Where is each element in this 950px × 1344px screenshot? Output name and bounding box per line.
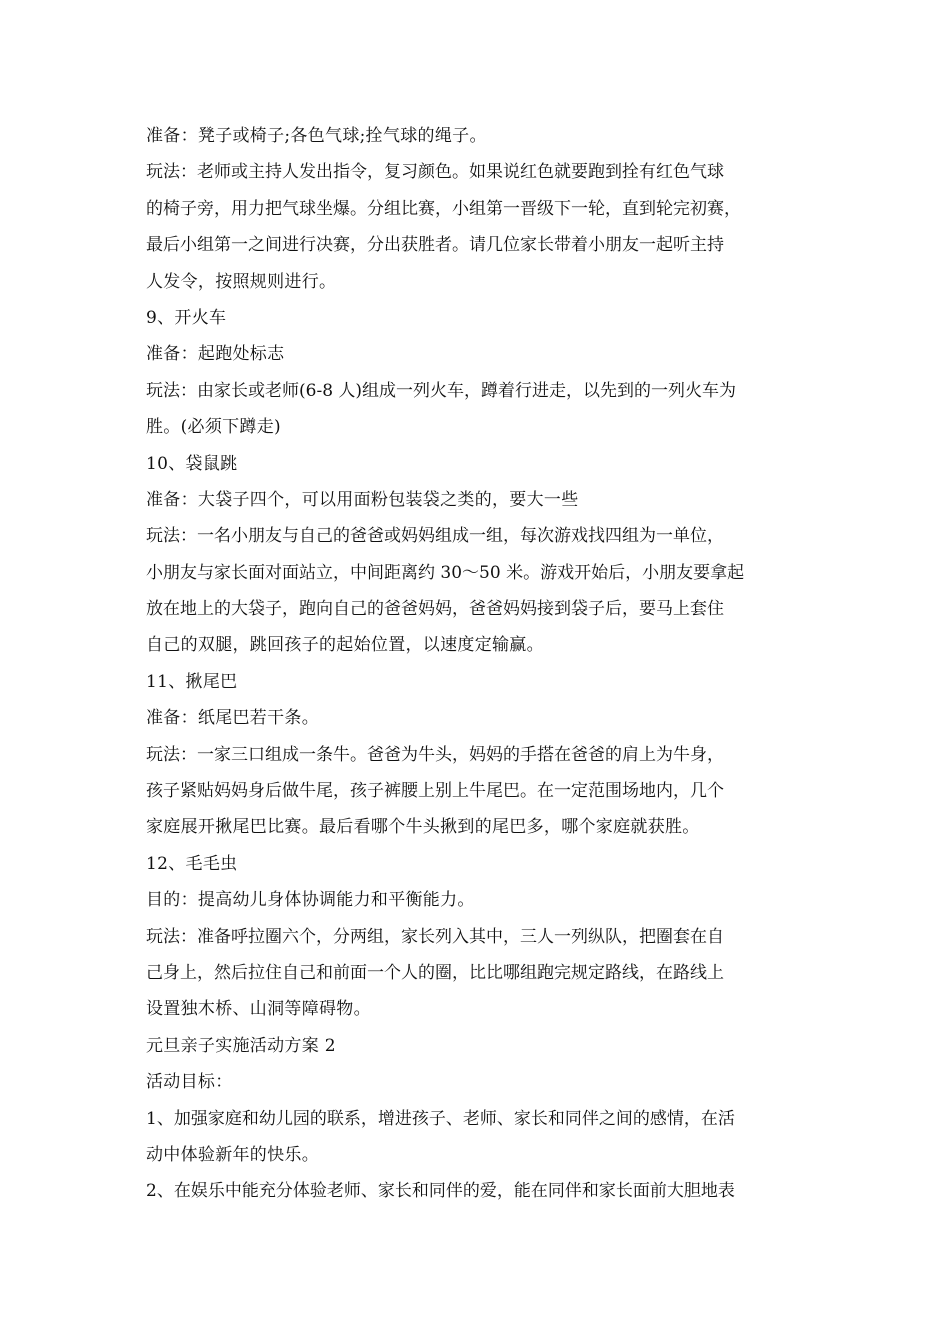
text-line: 活动目标：: [146, 1072, 233, 1093]
section-heading: 10、袋鼠跳: [146, 453, 238, 474]
text-line: 准备：起跑处标志: [146, 344, 285, 365]
text-line: 玩法：由家长或老师(6-8 人)组成一列火车，蹲着行进走，以先到的一列火车为: [146, 380, 737, 401]
text-line: 自己的双腿，跳回孩子的起始位置，以速度定输赢。: [146, 635, 544, 656]
text-line: 己身上，然后拉住自己和前面一个人的圈，比比哪组跑完规定路线，在路线上: [146, 962, 724, 983]
text-line: 2、在娱乐中能充分体验老师、家长和同伴的爱，能在同伴和家长面前大胆地表: [146, 1181, 735, 1202]
text-line: 家庭展开揪尾巴比赛。最后看哪个牛头揪到的尾巴多，哪个家庭就获胜。: [146, 817, 700, 838]
text-line: 动中体验新年的快乐。: [146, 1144, 319, 1165]
text-line: 胜。(必须下蹲走): [146, 417, 281, 438]
section-heading: 11、揪尾巴: [146, 671, 238, 692]
text-line: 放在地上的大袋子，跑向自己的爸爸妈妈，爸爸妈妈接到袋子后，要马上套住: [146, 599, 724, 620]
text-line: 的椅子旁，用力把气球坐爆。分组比赛，小组第一晋级下一轮，直到轮完初赛，: [146, 198, 741, 219]
text-line: 玩法：准备呼拉圈六个，分两组，家长列入其中，三人一列纵队，把圈套在自: [146, 926, 724, 947]
text-line: 最后小组第一之间进行决赛，分出获胜者。请几位家长带着小朋友一起听主持: [146, 235, 724, 256]
text-line: 小朋友与家长面对面站立，中间距离约 30～50 米。游戏开始后，小朋友要拿起: [146, 562, 745, 583]
text-line: 准备：纸尾巴若干条。: [146, 708, 319, 729]
text-line: 玩法：一家三口组成一条牛。爸爸为牛头，妈妈的手搭在爸爸的肩上为牛身，: [146, 744, 724, 765]
section-heading: 12、毛毛虫: [146, 853, 238, 874]
section-heading: 9、开火车: [146, 307, 227, 328]
text-line: 准备：凳子或椅子;各色气球;拴气球的绳子。: [146, 126, 487, 146]
document-page: [146, 118, 814, 1210]
text-line: 准备：大袋子四个，可以用面粉包装袋之类的，要大一些: [146, 489, 579, 510]
text-line: 玩法：一名小朋友与自己的爸爸或妈妈组成一组，每次游戏找四组为一单位，: [146, 526, 724, 547]
text-line: 人发令，按照规则进行。: [146, 271, 337, 292]
text-line: 玩法：老师或主持人发出指令，复习颜色。如果说红色就要跑到拴有红色气球: [146, 162, 724, 183]
text-line: 1、加强家庭和幼儿园的联系，增进孩子、老师、家长和同伴之间的感情，在活: [146, 1108, 735, 1129]
text-line: 设置独木桥、山洞等障碍物。: [146, 999, 371, 1020]
section-heading: 元旦亲子实施活动方案 2: [146, 1035, 336, 1056]
text-line: 目的：提高幼儿身体协调能力和平衡能力。: [146, 890, 475, 911]
text-line: 孩子紧贴妈妈身后做牛尾，孩子裤腰上别上牛尾巴。在一定范围场地内，几个: [146, 781, 724, 802]
